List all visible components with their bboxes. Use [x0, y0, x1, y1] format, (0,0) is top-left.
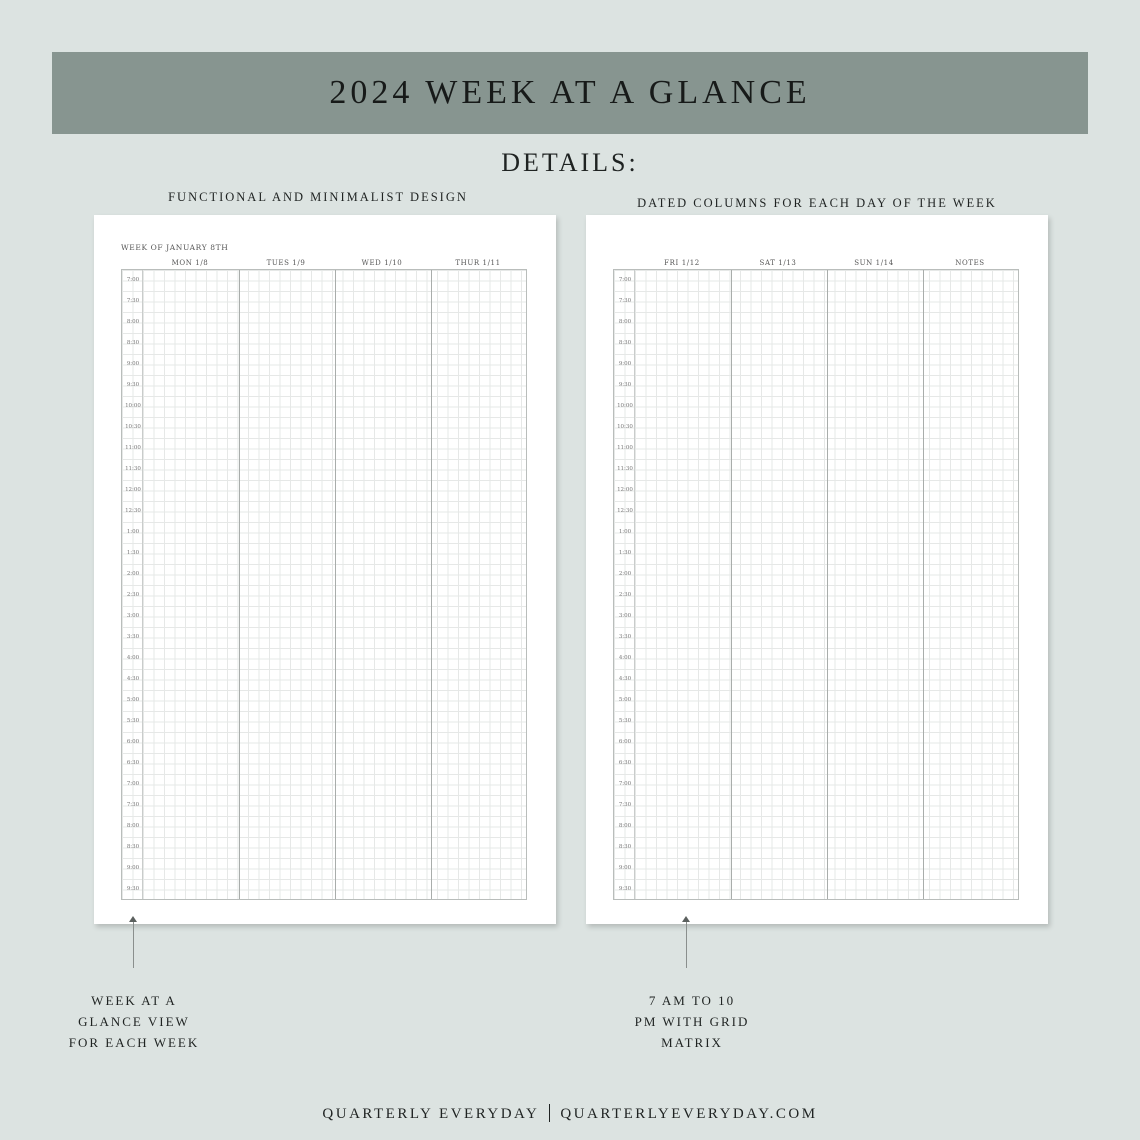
banner-title: 2024 WEEK AT A GLANCE	[329, 74, 811, 111]
time-label: 12:00	[617, 487, 633, 493]
time-label: 9:30	[126, 886, 140, 892]
time-label: 7:00	[618, 277, 632, 283]
time-label: 8:30	[618, 340, 632, 346]
time-label: 9:00	[126, 361, 140, 367]
time-label: 9:00	[618, 361, 632, 367]
time-label: 3:00	[126, 613, 140, 619]
time-label: 4:00	[126, 655, 140, 661]
time-label: 1:30	[126, 550, 140, 556]
time-label: 3:30	[618, 634, 632, 640]
time-label: 9:30	[618, 382, 632, 388]
time-label: 6:30	[618, 760, 632, 766]
time-label: 2:30	[618, 592, 632, 598]
time-label: 12:00	[125, 487, 141, 493]
time-label: 10:00	[125, 403, 141, 409]
time-label: 1:30	[618, 550, 632, 556]
title-banner	[52, 52, 1088, 134]
time-label: 6:30	[126, 760, 140, 766]
time-label: 10:30	[617, 424, 633, 430]
time-label: 7:00	[126, 277, 140, 283]
column-divider	[827, 270, 828, 899]
time-label: 12:30	[617, 508, 633, 514]
time-label: 4:30	[126, 676, 140, 682]
pointer-line	[133, 922, 134, 968]
time-label: 11:30	[125, 466, 141, 472]
details-heading: DETAILS:	[501, 148, 639, 177]
time-label: 6:00	[126, 739, 140, 745]
time-label: 7:30	[618, 298, 632, 304]
time-label: 11:00	[125, 445, 141, 451]
column-header: SAT 1/13	[759, 259, 797, 267]
time-label: 8:00	[618, 319, 632, 325]
caption-line: GLANCE VIEW	[78, 1014, 190, 1029]
column-header: TUES 1/9	[266, 259, 306, 267]
time-label: 8:30	[126, 844, 140, 850]
caption-line: FOR EACH WEEK	[68, 1035, 200, 1050]
column-divider	[335, 270, 336, 899]
footer-site: QUARTERLYEVERYDAY.COM	[560, 1106, 818, 1122]
time-label: 2:00	[618, 571, 632, 577]
time-label: 2:30	[126, 592, 140, 598]
planner-page-right	[586, 215, 1048, 924]
time-label: 5:00	[126, 697, 140, 703]
column-header: SUN 1/14	[854, 259, 894, 267]
time-label: 7:30	[618, 802, 632, 808]
time-label: 11:00	[617, 445, 633, 451]
caption-right-top: DATED COLUMNS FOR EACH DAY OF THE WEEK	[637, 196, 997, 210]
time-label: 1:00	[126, 529, 140, 535]
time-label: 8:30	[618, 844, 632, 850]
column-divider	[239, 270, 240, 899]
time-label: 3:30	[126, 634, 140, 640]
column-divider	[923, 270, 924, 899]
footer-separator	[549, 1104, 550, 1122]
caption-line: WEEK AT A	[91, 993, 177, 1008]
time-label: 10:00	[617, 403, 633, 409]
schedule-grid	[613, 269, 1019, 900]
column-header: THUR 1/11	[455, 259, 501, 267]
planner-page-left	[94, 215, 556, 924]
time-label: 5:30	[618, 718, 632, 724]
column-header: WED 1/10	[361, 259, 403, 267]
column-header: MON 1/8	[171, 259, 209, 267]
pointer-line	[686, 922, 687, 968]
time-label: 6:00	[618, 739, 632, 745]
time-label: 10:30	[125, 424, 141, 430]
time-label: 1:00	[618, 529, 632, 535]
time-label: 7:30	[126, 802, 140, 808]
time-label: 5:00	[618, 697, 632, 703]
footer-brand: QUARTERLY EVERYDAY	[322, 1106, 540, 1122]
time-label: 3:00	[618, 613, 632, 619]
time-label: 12:30	[125, 508, 141, 514]
caption-left-bottom	[34, 990, 234, 1053]
time-label: 11:30	[617, 466, 633, 472]
caption-right-bottom	[592, 990, 792, 1053]
time-label: 9:30	[618, 886, 632, 892]
time-label: 8:30	[126, 340, 140, 346]
footer	[0, 1104, 1140, 1123]
time-label: 9:30	[126, 382, 140, 388]
time-label: 4:00	[618, 655, 632, 661]
time-label: 4:30	[618, 676, 632, 682]
time-label: 7:00	[618, 781, 632, 787]
time-label: 9:00	[126, 865, 140, 871]
time-label: 7:00	[126, 781, 140, 787]
column-divider	[731, 270, 732, 899]
column-divider	[431, 270, 432, 899]
time-label: 2:00	[126, 571, 140, 577]
caption-left-top: FUNCTIONAL AND MINIMALIST DESIGN	[168, 190, 468, 204]
caption-line: PM WITH GRID	[634, 1014, 750, 1029]
column-header: NOTES	[955, 259, 985, 267]
week-label: WEEK OF JANUARY 8TH	[121, 243, 229, 252]
time-label: 8:00	[618, 823, 632, 829]
time-label: 8:00	[126, 319, 140, 325]
caption-line: 7 AM TO 10	[648, 993, 736, 1008]
time-label: 5:30	[126, 718, 140, 724]
caption-line: MATRIX	[661, 1035, 723, 1050]
time-label: 8:00	[126, 823, 140, 829]
time-label: 9:00	[618, 865, 632, 871]
time-label: 7:30	[126, 298, 140, 304]
column-header: FRI 1/12	[664, 259, 700, 267]
schedule-grid	[121, 269, 527, 900]
